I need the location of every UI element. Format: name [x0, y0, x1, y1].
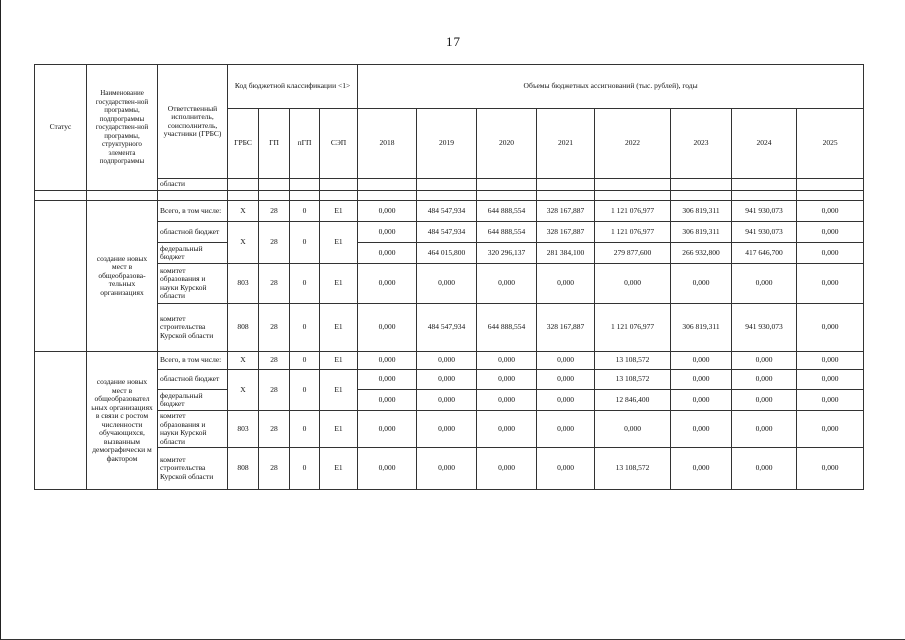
value-cell: 0,000: [358, 370, 417, 390]
value-cell: 0,000: [358, 411, 417, 448]
gp-cell: 28: [259, 370, 290, 411]
value-cell: 0,000: [797, 370, 864, 390]
value-cell: 320 296,137: [477, 243, 537, 264]
table-row: [35, 243, 864, 264]
col-header-sep: СЭП: [320, 109, 358, 179]
col-header-code-group: Код бюджетной классификации <1>: [228, 65, 358, 109]
header-spacer-row: [35, 191, 864, 201]
sep-cell: Е1: [320, 304, 358, 352]
col-header-year-2018: 2018: [358, 109, 417, 179]
value-cell: 0,000: [732, 352, 797, 370]
table-row: [35, 370, 864, 390]
grbs-cell: Х: [228, 201, 259, 222]
value-cell: 0,000: [417, 411, 477, 448]
col-header-year-2024: 2024: [732, 109, 797, 179]
value-cell: 328 167,887: [537, 304, 595, 352]
value-cell: 0,000: [358, 201, 417, 222]
pgp-cell: 0: [290, 370, 320, 411]
pgp-cell: 0: [290, 448, 320, 490]
gp-cell: 28: [259, 201, 290, 222]
table-row: [35, 390, 864, 411]
value-cell: 0,000: [732, 370, 797, 390]
header-row-1: [35, 65, 864, 109]
pgp-cell: 0: [290, 304, 320, 352]
page-number: 17: [446, 34, 461, 49]
gp-cell: 28: [259, 411, 290, 448]
value-cell: 0,000: [797, 201, 864, 222]
col-header-volumes-group: Объемы бюджетных ассигнований (тыс. рублей), годы: [358, 65, 864, 109]
value-cell: 0,000: [537, 370, 595, 390]
value-cell: 0,000: [358, 222, 417, 243]
value-cell: 0,000: [797, 411, 864, 448]
value-cell: 0,000: [671, 370, 732, 390]
value-cell: 0,000: [358, 264, 417, 304]
value-cell: 0,000: [417, 448, 477, 490]
value-cell: 13 108,572: [595, 352, 671, 370]
value-cell: 0,000: [417, 390, 477, 411]
col-header-status: Статус: [35, 65, 87, 191]
structural-element-name: создание новых мест в общеобразова-тельных организациях: [87, 201, 158, 352]
value-cell: 0,000: [477, 390, 537, 411]
col-header-executor: Ответственный исполнитель, соисполнитель, участники (ГРБС): [158, 65, 228, 179]
status-cell: [35, 201, 87, 352]
col-header-program-name: Наименование государствен-ной программы, подпрограммы государствен-ной программы, структурного элемента подпрограммы: [87, 65, 158, 191]
executor-cell: Всего, в том числе:: [158, 201, 228, 222]
value-cell: 328 167,887: [537, 222, 595, 243]
gp-cell: 28: [259, 222, 290, 264]
value-cell: 281 384,100: [537, 243, 595, 264]
header-row-carryover: [35, 179, 864, 191]
sep-cell: Е1: [320, 352, 358, 370]
value-cell: 0,000: [732, 264, 797, 304]
table-row: [35, 411, 864, 448]
executor-cell: областной бюджет: [158, 222, 228, 243]
sep-cell: Е1: [320, 411, 358, 448]
value-cell: 0,000: [797, 304, 864, 352]
sep-cell: Е1: [320, 201, 358, 222]
col-header-pgp: пГП: [290, 109, 320, 179]
executor-cell: комитет образования и науки Курской области: [158, 411, 228, 448]
value-cell: 13 108,572: [595, 448, 671, 490]
value-cell: 484 547,934: [417, 201, 477, 222]
structural-element-name: создание новых мест в общеобразовател ьных организациях в связи с ростом численности обучающихся, вызванным демографически м фактором: [87, 352, 158, 490]
value-cell: 0,000: [358, 448, 417, 490]
col-header-year-2020: 2020: [477, 109, 537, 179]
budget-allocation-table: [34, 64, 864, 490]
value-cell: 0,000: [358, 243, 417, 264]
table-row: [35, 448, 864, 490]
pgp-cell: 0: [290, 411, 320, 448]
pgp-cell: 0: [290, 352, 320, 370]
value-cell: 0,000: [417, 264, 477, 304]
sep-cell: Е1: [320, 448, 358, 490]
value-cell: 484 547,934: [417, 222, 477, 243]
value-cell: 279 877,600: [595, 243, 671, 264]
pgp-cell: 0: [290, 201, 320, 222]
value-cell: 0,000: [417, 370, 477, 390]
grbs-cell: 808: [228, 304, 259, 352]
value-cell: 328 167,887: [537, 201, 595, 222]
value-cell: 484 547,934: [417, 304, 477, 352]
value-cell: 0,000: [797, 222, 864, 243]
value-cell: 0,000: [671, 264, 732, 304]
grbs-cell: Х: [228, 352, 259, 370]
value-cell: 0,000: [537, 264, 595, 304]
value-cell: 13 108,572: [595, 370, 671, 390]
value-cell: 0,000: [477, 411, 537, 448]
grbs-cell: 803: [228, 411, 259, 448]
value-cell: 0,000: [537, 390, 595, 411]
table-row: [35, 222, 864, 243]
value-cell: 0,000: [797, 243, 864, 264]
value-cell: 0,000: [537, 411, 595, 448]
value-cell: 644 888,554: [477, 304, 537, 352]
gp-cell: 28: [259, 448, 290, 490]
grbs-cell: 808: [228, 448, 259, 490]
gp-cell: 28: [259, 304, 290, 352]
value-cell: 0,000: [537, 448, 595, 490]
value-cell: 1 121 076,977: [595, 304, 671, 352]
executor-cell: комитет строительства Курской области: [158, 448, 228, 490]
col-header-year-2019: 2019: [417, 109, 477, 179]
value-cell: 266 932,800: [671, 243, 732, 264]
value-cell: 0,000: [671, 448, 732, 490]
executor-cell: Всего, в том числе:: [158, 352, 228, 370]
value-cell: 0,000: [732, 411, 797, 448]
value-cell: 0,000: [671, 390, 732, 411]
pgp-cell: 0: [290, 264, 320, 304]
value-cell: 0,000: [595, 264, 671, 304]
value-cell: 464 015,800: [417, 243, 477, 264]
value-cell: 0,000: [595, 411, 671, 448]
value-cell: 0,000: [477, 264, 537, 304]
grbs-cell: 803: [228, 264, 259, 304]
executor-cell: федеральный бюджет: [158, 390, 228, 411]
col-header-grbs: ГРБС: [228, 109, 259, 179]
value-cell: 12 846,400: [595, 390, 671, 411]
value-cell: 0,000: [358, 304, 417, 352]
value-cell: 941 930,073: [732, 201, 797, 222]
value-cell: 306 819,311: [671, 222, 732, 243]
gp-cell: 28: [259, 264, 290, 304]
value-cell: 0,000: [477, 352, 537, 370]
value-cell: 0,000: [477, 370, 537, 390]
executor-cell: комитет образования и науки Курской области: [158, 264, 228, 304]
grbs-cell: Х: [228, 222, 259, 264]
value-cell: 417 646,700: [732, 243, 797, 264]
sep-cell: Е1: [320, 222, 358, 264]
col-header-year-2022: 2022: [595, 109, 671, 179]
col-header-year-2023: 2023: [671, 109, 732, 179]
value-cell: 644 888,554: [477, 201, 537, 222]
carryover-text: области: [158, 179, 228, 191]
value-cell: 0,000: [732, 448, 797, 490]
pgp-cell: 0: [290, 222, 320, 264]
value-cell: 1 121 076,977: [595, 201, 671, 222]
value-cell: 0,000: [671, 411, 732, 448]
value-cell: 0,000: [417, 352, 477, 370]
value-cell: 0,000: [797, 448, 864, 490]
value-cell: 0,000: [671, 352, 732, 370]
value-cell: 0,000: [358, 390, 417, 411]
sep-cell: Е1: [320, 264, 358, 304]
value-cell: 0,000: [358, 352, 417, 370]
gp-cell: 28: [259, 352, 290, 370]
table-row: [35, 352, 864, 370]
executor-cell: комитет строительства Курской области: [158, 304, 228, 352]
value-cell: 0,000: [797, 352, 864, 370]
sep-cell: Е1: [320, 370, 358, 411]
executor-cell: федеральный бюджет: [158, 243, 228, 264]
table-row: [35, 304, 864, 352]
value-cell: 941 930,073: [732, 304, 797, 352]
status-cell: [35, 352, 87, 490]
value-cell: 1 121 076,977: [595, 222, 671, 243]
value-cell: 0,000: [537, 352, 595, 370]
executor-cell: областной бюджет: [158, 370, 228, 390]
value-cell: 0,000: [477, 448, 537, 490]
col-header-year-2025: 2025: [797, 109, 864, 179]
grbs-cell: Х: [228, 370, 259, 411]
col-header-gp: ГП: [259, 109, 290, 179]
value-cell: 644 888,554: [477, 222, 537, 243]
value-cell: 0,000: [732, 390, 797, 411]
col-header-year-2021: 2021: [537, 109, 595, 179]
value-cell: 941 930,073: [732, 222, 797, 243]
value-cell: 306 819,311: [671, 304, 732, 352]
value-cell: 0,000: [797, 264, 864, 304]
value-cell: 306 819,311: [671, 201, 732, 222]
table-row: [35, 201, 864, 222]
value-cell: 0,000: [797, 390, 864, 411]
table-row: [35, 264, 864, 304]
